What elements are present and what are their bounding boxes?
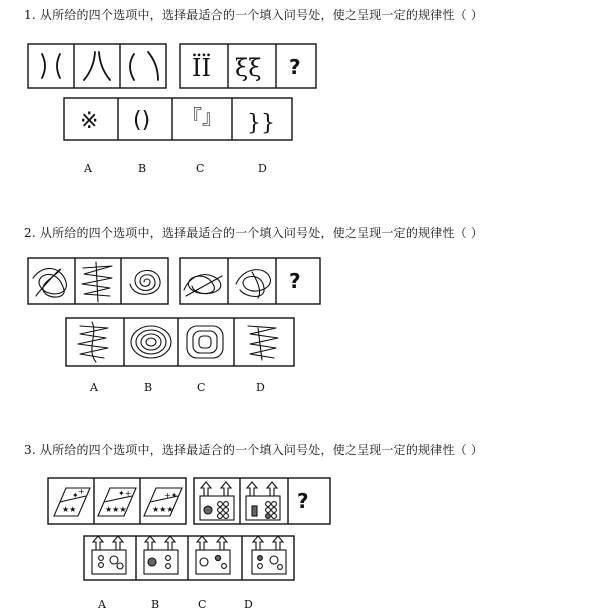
q3-label-b: B [151, 598, 160, 611]
q1-option-d-fig: }} [247, 111, 275, 136]
question-2-text: 2. 从所给的四个选项中，选择最适合的一个填入问号处，使之呈现一定的规律性（ ） [24, 226, 484, 240]
svg-text:✦: ✦ [72, 491, 79, 500]
q2-option-c-fig [187, 326, 223, 358]
q3-fig-5 [246, 482, 280, 520]
q2-fig-3 [130, 270, 160, 294]
q1-option-b-fig: () [133, 108, 151, 133]
q1-label-c: C [196, 162, 205, 175]
q3-option-a-fig [92, 536, 126, 574]
q2-fig-1 [33, 268, 66, 297]
q2-option-a-fig [78, 322, 108, 362]
svg-text:★★★: ★★★ [105, 505, 127, 514]
q2-fig-4 [184, 275, 222, 296]
q1-label-d: D [258, 162, 267, 175]
q2-label-c: C [197, 381, 206, 394]
q1-option-a-fig: ※ [80, 109, 99, 134]
svg-text:✦+: ✦+ [118, 489, 132, 498]
q3-label-d: D [244, 598, 253, 611]
svg-text:+✦: +✦ [164, 491, 178, 500]
q1-row1-left-box [28, 44, 166, 88]
q2-fig-5 [236, 270, 270, 298]
q1-fig-1 [42, 54, 45, 78]
q1-option-c-fig: 『』 [182, 105, 222, 129]
q3-question-mark: ? [297, 489, 309, 513]
q1-fig-3 [130, 54, 134, 80]
q3-option-b-fig [144, 536, 178, 574]
q2-option-d-fig [248, 326, 278, 360]
svg-text:★★: ★★ [62, 505, 77, 514]
q3-option-c-fig [196, 536, 230, 574]
q1-fig-2 [84, 52, 95, 80]
q2-label-d: D [256, 381, 265, 394]
q3-row1-left-box [48, 478, 186, 524]
q2-fig-2 [82, 262, 112, 302]
q1-question-mark: ? [289, 55, 301, 79]
svg-text:★★★: ★★★ [152, 505, 174, 514]
q1-fig-4: ÏÏ [192, 54, 211, 82]
q2-label-a: A [90, 381, 98, 394]
q3-option-d-fig [252, 536, 286, 574]
svg-text:+: + [78, 487, 85, 496]
question-1-text: 1. 从所给的四个选项中，选择最适合的一个填入问号处，使之呈现一定的规律性（ ） [24, 8, 484, 22]
q3-row1-right-box [194, 478, 330, 524]
q1-label-a: A [84, 162, 92, 175]
q3-fig-4 [200, 482, 234, 520]
question-3-text: 3. 从所给的四个选项中，选择最适合的一个填入问号处，使之呈现一定的规律性（ ） [24, 443, 484, 457]
q3-label-c: C [198, 598, 207, 611]
q2-question-mark: ? [289, 269, 301, 293]
q2-label-b: B [144, 381, 153, 394]
q3-label-a: A [98, 598, 106, 611]
q2-option-b-fig [131, 326, 171, 358]
q1-fig-5: ξξ [235, 54, 262, 82]
q1-label-b: B [138, 162, 147, 175]
